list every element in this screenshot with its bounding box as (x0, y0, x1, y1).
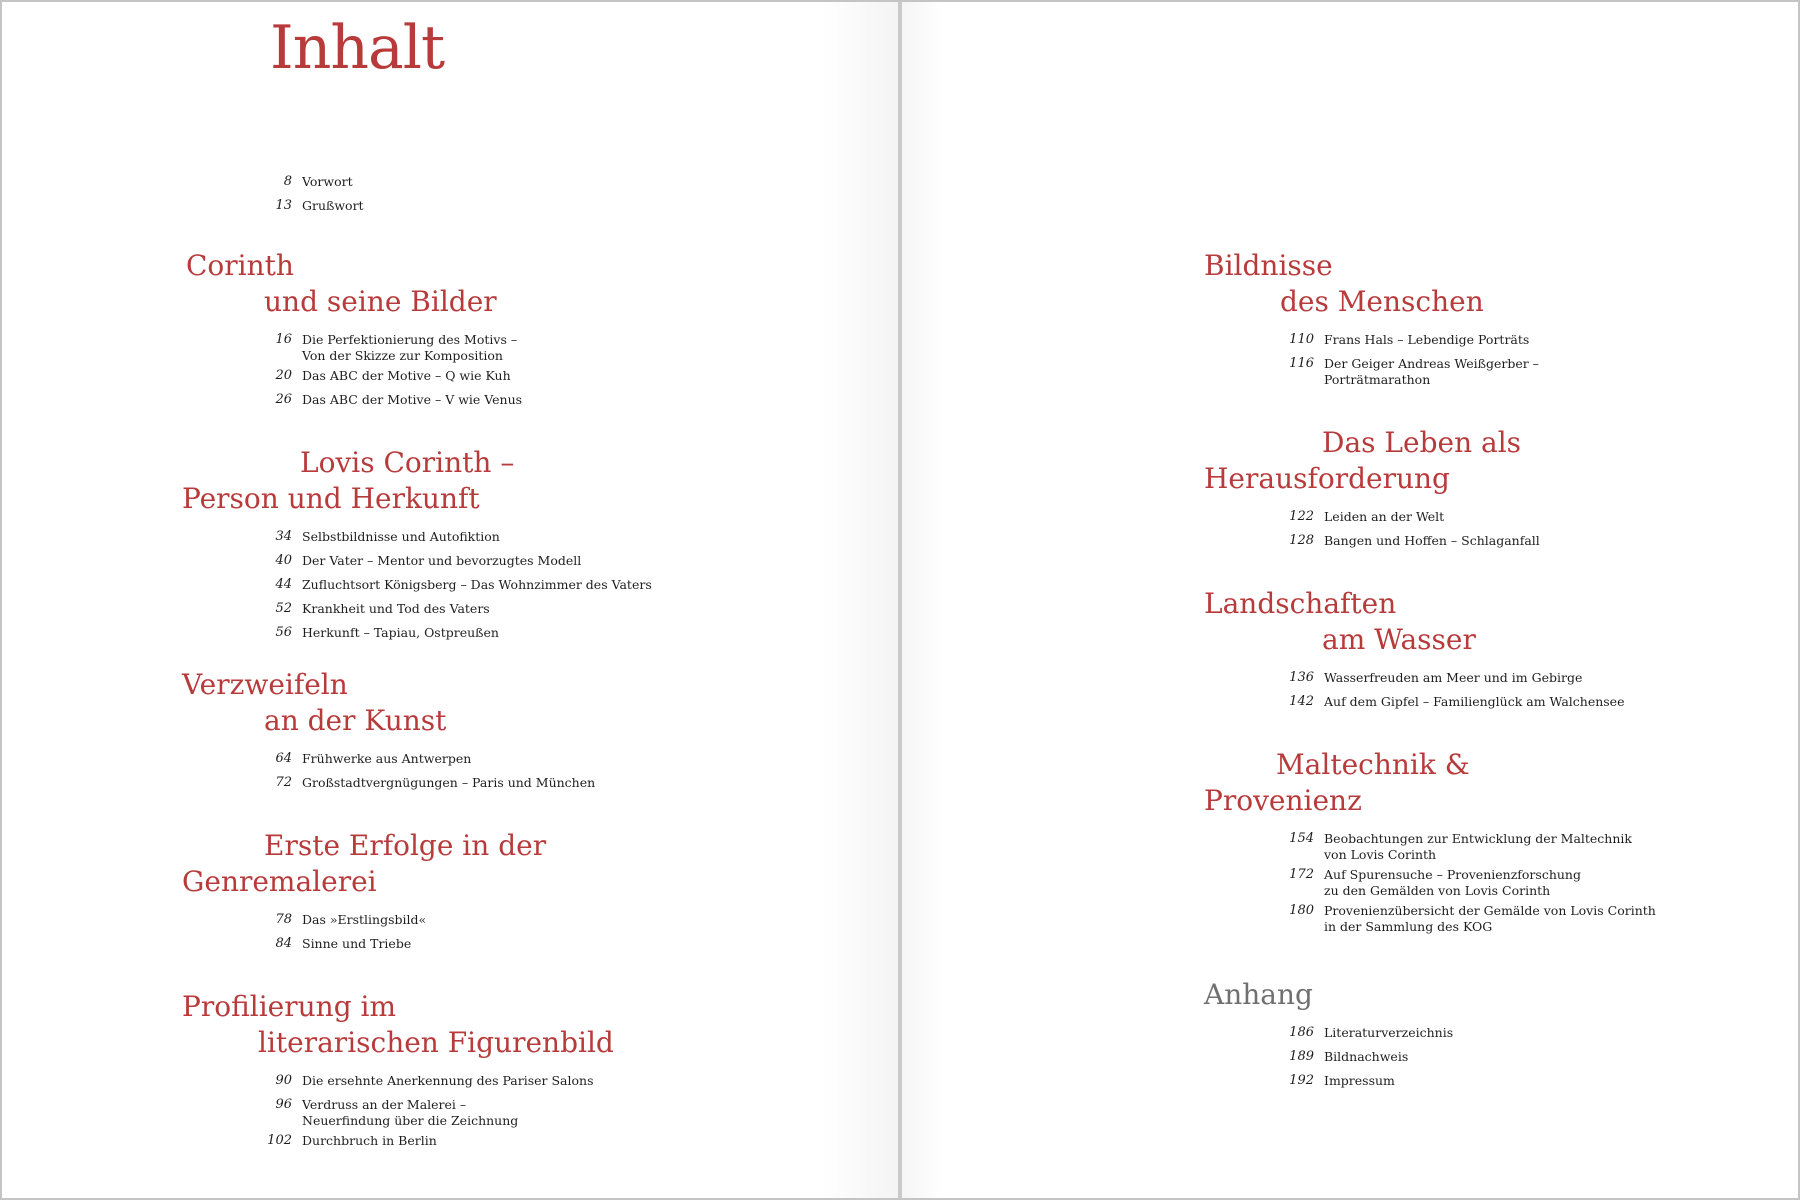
toc-entry (1204, 509, 1782, 529)
page-number: 189 (1289, 1049, 1314, 1064)
page-number: 34 (275, 529, 292, 544)
toc-entry (1204, 1049, 1782, 1069)
entry-title: Vorwort (302, 174, 353, 189)
entry-title: Die Perfektionierung des Motivs – Von der Skizze zur Komposition (302, 332, 518, 363)
page-number: 154 (1289, 831, 1314, 846)
left-page (2, 2, 898, 1198)
entry-title: Das »Erstlingsbild« (302, 912, 427, 927)
section-heading-line: Verzweifeln (182, 668, 348, 701)
section-heading-line: Herausforderung (1204, 462, 1450, 495)
toc-entry (182, 577, 882, 597)
entry-title: Die ersehnte Anerkennung des Pariser Salons (302, 1073, 594, 1088)
entry-title: Auf dem Gipfel – Familienglück am Walchensee (1324, 694, 1625, 709)
page-number: 90 (275, 1073, 292, 1088)
entry-title: Das ABC der Motive – V wie Venus (302, 392, 523, 407)
toc-entry (182, 332, 882, 364)
page-number: 72 (275, 775, 292, 790)
section-heading-line: literarischen Figurenbild (258, 1026, 614, 1059)
entry-title: Impressum (1324, 1073, 1395, 1088)
entry-title: Leiden an der Welt (1324, 509, 1445, 524)
toc-entry (182, 936, 882, 956)
page-number: 180 (1289, 903, 1314, 918)
toc-entry (182, 1073, 882, 1093)
entry-title: Wasserfreuden am Meer und im Gebirge (1324, 670, 1583, 685)
entry-title: Durchbruch in Berlin (302, 1133, 437, 1148)
toc-section (902, 425, 1782, 557)
right-page (902, 2, 1798, 1198)
toc-entry (182, 174, 882, 194)
toc-section (2, 667, 882, 799)
toc-section (902, 586, 1782, 718)
entry-title: Beobachtungen zur Entwicklung der Maltechnik von Lovis Corinth (1324, 831, 1632, 862)
section-heading-line: Lovis Corinth – (300, 446, 515, 479)
section-heading-line: an der Kunst (264, 704, 447, 737)
toc-entry (182, 368, 882, 388)
entry-title: Der Geiger Andreas Weißgerber – Porträtmarathon (1324, 356, 1539, 387)
page-number: 20 (275, 368, 292, 383)
entry-title: Zufluchtsort Königsberg – Das Wohnzimmer des Vaters (302, 577, 652, 592)
toc-section (902, 747, 1782, 939)
entry-title: Das ABC der Motive – Q wie Kuh (302, 368, 511, 383)
page-number: 44 (275, 577, 292, 592)
toc-entry (182, 553, 882, 573)
entry-title: Literaturverzeichnis (1324, 1025, 1454, 1040)
toc-section (2, 989, 882, 1157)
section-heading-line: Profilierung im (182, 990, 397, 1023)
page-number: 116 (1289, 356, 1314, 371)
toc-entry (1204, 533, 1782, 553)
section-heading-line: Corinth (186, 249, 294, 282)
toc-entry (182, 1133, 882, 1153)
toc-entry (1204, 356, 1782, 388)
page-number: 192 (1289, 1073, 1314, 1088)
page-number: 26 (275, 392, 292, 407)
toc-section (2, 445, 882, 649)
section-heading-line: Das Leben als (1322, 426, 1522, 459)
section-heading-line: Person und Herkunft (182, 482, 480, 515)
page-number: 128 (1289, 533, 1314, 548)
page-number: 110 (1289, 332, 1314, 347)
toc-entry (1204, 867, 1782, 899)
page-number: 13 (275, 198, 292, 213)
page-number: 8 (283, 174, 292, 189)
toc-entry (182, 529, 882, 549)
toc-entry (1204, 831, 1782, 863)
toc-entry (182, 775, 882, 795)
toc-entry (182, 392, 882, 412)
entry-title: Der Vater – Mentor und bevorzugtes Modell (302, 553, 582, 568)
toc-entry (182, 751, 882, 771)
page-number: 64 (275, 751, 292, 766)
page-number: 172 (1289, 867, 1314, 882)
entry-title: Provenienzübersicht der Gemälde von Lovis Corinth in der Sammlung des KOG (1324, 903, 1656, 934)
section-heading-line: des Menschen (1280, 285, 1484, 318)
toc-entry (1204, 1025, 1782, 1045)
toc-section (2, 248, 882, 416)
entry-title: Großstadtvergnügungen – Paris und München (302, 775, 596, 790)
page-number: 16 (275, 332, 292, 347)
section-heading-line: am Wasser (1322, 623, 1476, 656)
toc-entry (182, 198, 882, 218)
section-heading-line: und seine Bilder (264, 285, 497, 318)
entry-title: Auf Spurensuche – Provenienzforschung zu den Gemälden von Lovis Corinth (1324, 867, 1581, 898)
toc-entry (1204, 903, 1782, 935)
toc-entry (1204, 694, 1782, 714)
entry-title: Krankheit und Tod des Vaters (302, 601, 490, 616)
entry-title: Bangen und Hoffen – Schlaganfall (1324, 533, 1540, 548)
entry-title: Grußwort (302, 198, 364, 213)
section-heading-line: Maltechnik & (1276, 748, 1470, 781)
page-number: 52 (275, 601, 292, 616)
toc-entry (182, 625, 882, 645)
page-title: Inhalt (270, 13, 445, 83)
section-heading-line: Anhang (1204, 978, 1313, 1011)
front-matter (2, 174, 882, 222)
section-heading-line: Bildnisse (1204, 249, 1333, 282)
toc-section (902, 977, 1782, 1097)
toc-entry (182, 912, 882, 932)
entry-title: Verdruss an der Malerei – Neuerfindung über die Zeichnung (302, 1097, 519, 1128)
entry-title: Bildnachweis (1324, 1049, 1409, 1064)
section-heading-line: Landschaften (1204, 587, 1397, 620)
toc-section (2, 828, 882, 960)
section-heading-line: Provenienz (1204, 784, 1362, 817)
page-number: 96 (275, 1097, 292, 1112)
page-number: 136 (1289, 670, 1314, 685)
entry-title: Selbstbildnisse und Autofiktion (302, 529, 500, 544)
toc-entry (1204, 670, 1782, 690)
page-number: 56 (275, 625, 292, 640)
section-heading-line: Genremalerei (182, 865, 377, 898)
toc-section (902, 248, 1782, 392)
entry-title: Frans Hals – Lebendige Porträts (1324, 332, 1530, 347)
section-heading-line: Erste Erfolge in der (264, 829, 547, 862)
entry-title: Sinne und Triebe (302, 936, 412, 951)
page-number: 84 (275, 936, 292, 951)
page-number: 122 (1289, 509, 1314, 524)
entry-title: Frühwerke aus Antwerpen (302, 751, 472, 766)
entry-title: Herkunft – Tapiau, Ostpreußen (302, 625, 499, 640)
toc-entry (1204, 1073, 1782, 1093)
toc-entry (182, 601, 882, 621)
toc-entry (182, 1097, 882, 1129)
page-number: 40 (275, 553, 292, 568)
page-number: 142 (1289, 694, 1314, 709)
page-number: 186 (1289, 1025, 1314, 1040)
page-number: 78 (275, 912, 292, 927)
toc-entry (1204, 332, 1782, 352)
page-number: 102 (267, 1133, 292, 1148)
